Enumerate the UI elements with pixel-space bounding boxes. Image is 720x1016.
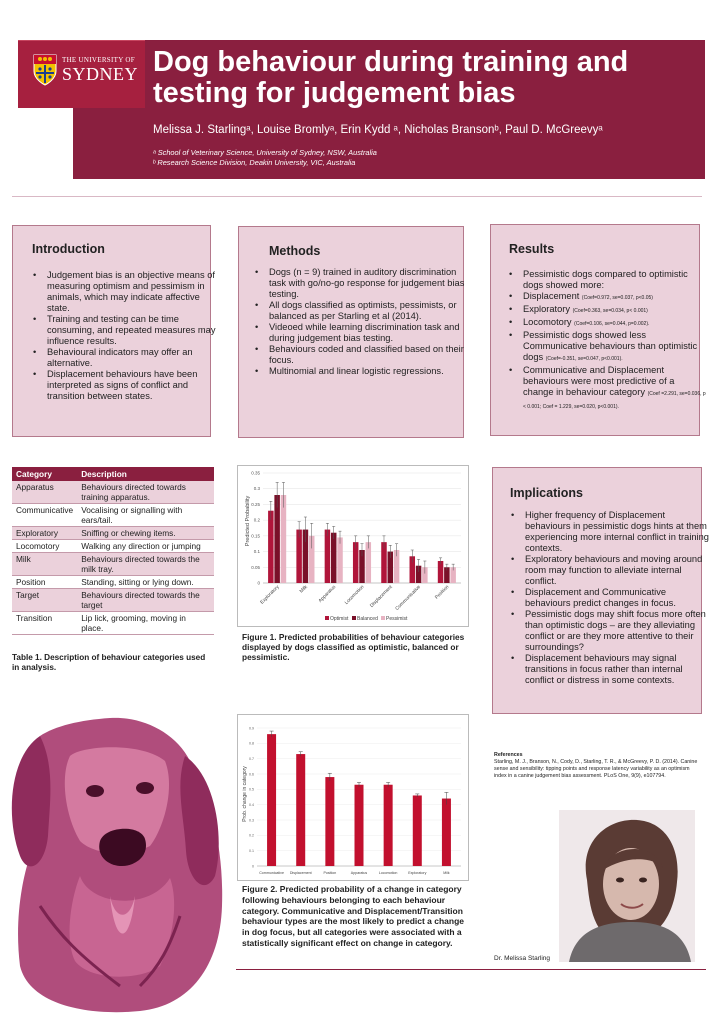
bar [355, 785, 364, 866]
table-cell: Target [12, 589, 77, 612]
table-row [12, 504, 214, 527]
poster-title: Dog behaviour during training and testing for judgement bias [153, 46, 629, 109]
table-header: Category [12, 467, 77, 481]
bar [331, 533, 337, 583]
table-row [12, 576, 214, 589]
list-item: • All dogs classified as optimists, pessimists, or balanced as per Starling et al (2014). [269, 300, 469, 322]
legend-label: Balanced [357, 616, 378, 622]
list-item: • Displacement and Communicative behaviours predict changes in focus. [525, 587, 709, 609]
x-tick-label: Communicative [395, 584, 422, 612]
table-row [12, 612, 214, 635]
legend-swatch [352, 616, 356, 620]
list-item [523, 291, 707, 304]
table-row [12, 481, 214, 504]
figure2-chart [237, 714, 469, 881]
logo-line2: SYDNEY [62, 64, 139, 84]
x-tick-label: Apparatus [318, 584, 338, 604]
list-item [523, 269, 707, 291]
x-tick-label: Position [434, 584, 451, 601]
y-tick-label: 0.4 [249, 802, 254, 807]
y-tick-label: 0.7 [249, 756, 254, 761]
affiliation-a: ᵃ School of Veterinary Science, University of Sydney, NSW, Australia [153, 148, 377, 157]
methods-list [253, 267, 469, 377]
top-divider [12, 196, 702, 197]
bar [268, 511, 274, 583]
y-tick-label: 0.05 [251, 564, 260, 570]
table-row [12, 540, 214, 553]
introduction-list [31, 270, 217, 402]
list-item: • Dogs (n = 9) trained in auditory discrimination task with go/no-go response for judgement bias testing. [269, 267, 469, 300]
result-stats: (Coef=0.106, se=0.044, p=0.002). [574, 321, 650, 327]
list-item: • Displacement behaviours may signal transitions in focus rather than internal conflict or distress in some contexts. [525, 653, 709, 686]
bar [325, 530, 331, 583]
table-cell: Behaviours directed towards the milk tray. [77, 553, 214, 576]
table-cell: Position [12, 576, 77, 589]
list-item: • Multinomial and linear logistic regressions. [269, 366, 469, 377]
results-panel [490, 224, 706, 436]
legend-label: Pessimist [386, 616, 408, 622]
figure1-chart [237, 465, 469, 627]
university-logo [18, 40, 145, 108]
results-list [507, 269, 707, 413]
legend-label: Optimist [330, 616, 349, 622]
table-cell: Lip lick, grooming, moving in place. [77, 612, 214, 635]
bar [442, 799, 451, 866]
list-item: • Judgement bias is an objective means of measuring optimism and pessimism in animals, which may indicate affective state. [47, 270, 217, 314]
table-row [12, 527, 214, 540]
list-item: • Exploratory behaviours and moving around room may function to alleviate internal conflict. [525, 554, 709, 587]
table-cell: Walking any direction or jumping [77, 540, 214, 553]
table-cell: Exploratory [12, 527, 77, 540]
chart-legend [325, 616, 408, 622]
list-item: • Training and testing can be time consuming, and repeated measures may influence results. [47, 314, 217, 347]
y-tick-label: 0.35 [251, 470, 260, 476]
list-item [523, 365, 707, 413]
x-tick-label: Position [323, 871, 337, 875]
y-tick-label: 0.25 [251, 501, 260, 507]
behaviour-table [12, 467, 214, 635]
table-cell: Vocalising or signalling with ears/tail. [77, 504, 214, 527]
x-tick-label: Exploratory [259, 584, 281, 606]
table-cell: Transition [12, 612, 77, 635]
table-row [12, 589, 214, 612]
references [494, 752, 699, 780]
list-item: • Pessimistic dogs may shift focus more often than optimistic dogs – are they alleviating conflict or are they more attentive to their surroundings? [525, 609, 709, 653]
bar [281, 495, 287, 583]
bar [325, 777, 334, 866]
bar [267, 734, 276, 866]
list-item: • Displacement behaviours have been interpreted as signs of conflict and transition between states. [47, 369, 217, 402]
result-stats: (Coef =2.291, se=0.036, p < 0.001; Coef = 1.229, se=0.020, p<0.001). [523, 391, 706, 410]
table-cell: Locomotory [12, 540, 77, 553]
table-cell: Sniffing or chewing items. [77, 527, 214, 540]
x-tick-label: Locomotion [378, 871, 398, 875]
table-row [12, 553, 214, 576]
table-cell: Behaviours directed towards the target [77, 589, 214, 612]
y-tick-label: 0.3 [249, 818, 254, 823]
y-tick-label: 0.1 [249, 848, 254, 853]
x-tick-label: Locomotion [344, 584, 366, 606]
legend-swatch [325, 616, 329, 620]
y-tick-label: 0.1 [253, 549, 260, 555]
y-tick-label: 0 [257, 580, 260, 586]
table-cell: Standing, sitting or lying down. [77, 576, 214, 589]
y-tick-label: 0 [252, 864, 254, 869]
y-tick-label: 0.2 [249, 833, 254, 838]
bar [296, 754, 305, 866]
x-tick-label: Milk [443, 871, 450, 875]
result-text: Pessimistic dogs showed less Communicative behaviours than optimistic dogs [523, 330, 698, 362]
result-stats: (Coef=-0.351, se=0.047, p<0.001). [545, 356, 623, 362]
y-tick-label: 0.3 [253, 486, 260, 492]
y-tick-label: 0.2 [253, 517, 260, 523]
affiliation-b: ᵇ Research Science Division, Deakin University, VIC, Australia [153, 158, 356, 167]
list-item: • Videoed while learning discrimination task and during judgement bias testing. [269, 322, 469, 344]
implications-heading: Implications [510, 486, 583, 500]
result-text: Exploratory [523, 304, 571, 314]
portrait-image [559, 810, 695, 962]
logo-line1: THE UNIVERSITY OF [62, 56, 135, 64]
table-cell: Apparatus [12, 481, 77, 504]
references-text: Starling, M. J., Branson, N., Cody, D., Starling, T. R., & McGreevy, P. D. (2014). Canine sense and sensibility: tipping points and response latency variability as an optimism index in a canine judgement bias assessment. PLoS One, 9(9), e107794. [494, 759, 698, 779]
affiliations [153, 148, 698, 168]
implications-list [509, 510, 709, 686]
bar [274, 495, 280, 583]
x-tick-label: Milk [299, 584, 309, 595]
dog-illustration [0, 706, 232, 1016]
y-tick-label: 0.8 [249, 741, 254, 746]
table-cell: Communicative [12, 504, 77, 527]
bottom-divider [236, 969, 706, 970]
introduction-panel [12, 225, 216, 437]
crest-icon [32, 53, 58, 87]
table-caption: Table 1. Description of behaviour categories used in analysis. [12, 653, 206, 672]
bar [438, 561, 444, 583]
result-text: Locomotory [523, 317, 572, 327]
authors: Melissa J. Starlingᵃ, Louise Bromlyᵃ, Erin Kydd ᵃ, Nicholas Bransonᵇ, Paul D. McGreevyᵃ [153, 124, 603, 136]
author-photo [559, 810, 695, 962]
list-item [523, 330, 707, 365]
y-axis-label: Prob. change in category [242, 766, 248, 822]
list-item [523, 317, 707, 330]
x-tick-label: Exploratory [408, 871, 427, 875]
table-header-row [12, 467, 214, 481]
list-item: • Higher frequency of Displacement behaviours in pessimistic dogs hints at them experiencing more internal conflict in training contexts. [525, 510, 709, 554]
list-item [523, 304, 707, 317]
list-item: • Behaviours coded and classified based on their focus. [269, 344, 469, 366]
introduction-heading: Introduction [32, 242, 105, 256]
photo-caption: Dr. Melissa Starling [494, 955, 550, 962]
result-stats: (Coef=0.363, se=0.034, p< 0.001) [572, 308, 648, 314]
result-stats: (Coef=0.972, se=0.037, p<0.05) [581, 295, 653, 301]
result-text: Displacement [523, 291, 580, 301]
result-text: Communicative and Displacement behaviours were most predictive of a change in behaviour category [523, 365, 675, 397]
y-tick-label: 0.9 [249, 726, 254, 731]
bar [413, 795, 422, 866]
bar [384, 785, 393, 866]
references-heading: References [494, 752, 523, 758]
bar [296, 530, 302, 583]
methods-heading: Methods [269, 244, 321, 258]
table-cell: Milk [12, 553, 77, 576]
y-tick-label: 0.15 [251, 533, 260, 539]
list-item: • Behavioural indicators may offer an alternative. [47, 347, 217, 369]
x-tick-label: Communicative [259, 871, 284, 875]
figure1-caption: Figure 1. Predicted probabilities of behaviour categories displayed by dogs classified as optimistic, balanced or pessimistic. [242, 632, 465, 662]
methods-panel [238, 226, 464, 438]
bar [337, 537, 343, 583]
implications-panel [492, 467, 709, 714]
result-text: Pessimistic dogs compared to optimistic dogs showed more: [523, 269, 688, 290]
x-tick-label: Displacement [289, 871, 312, 875]
figure2-caption: Figure 2. Predicted probability of a change in category following behaviours belonging to each behaviour category. Communicative and Displacement/Transition behaviour types are the most likely to predict a change in dog focus, but all categories were associated with a statistically significant effect on change in category. [242, 884, 465, 948]
legend-swatch [381, 616, 385, 620]
y-axis-label: Predicted Probability [245, 495, 251, 547]
y-tick-label: 0.5 [249, 787, 254, 792]
results-heading: Results [509, 242, 555, 256]
y-tick-label: 0.6 [249, 772, 254, 777]
x-tick-label: Apparatus [350, 871, 368, 875]
x-tick-label: Displacement [369, 584, 394, 609]
table-cell: Behaviours directed towards training apparatus. [77, 481, 214, 504]
table-header: Description [77, 467, 214, 481]
